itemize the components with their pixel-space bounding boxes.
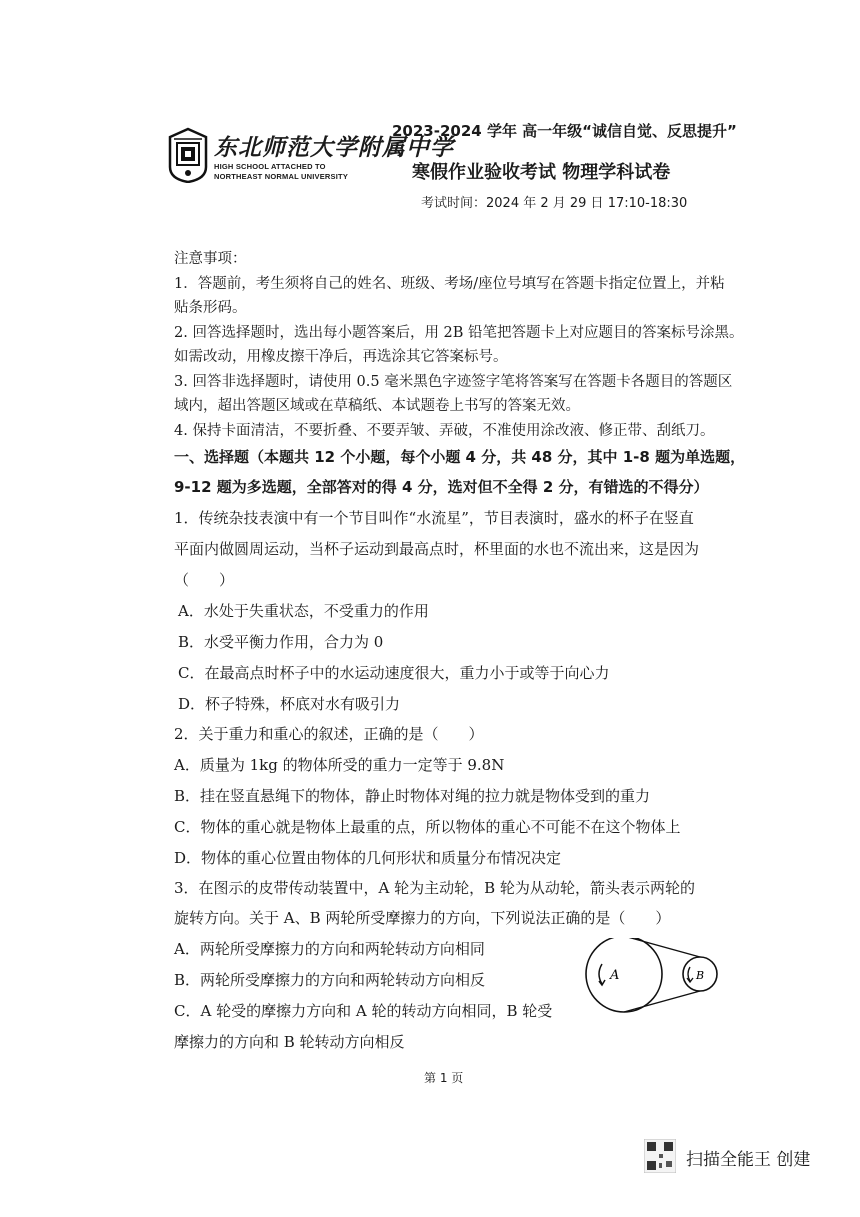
note-line: 1．答题前，考生须将自己的姓名、班级、考场/座位号填写在答题卡指定位置上，并粘 [174,276,725,292]
scanner-text: 扫描全能王 创建 [686,1150,811,1170]
page-number: 第 1 页 [424,1071,464,1085]
question-2-stem: 2．关于重力和重心的叙述，正确的是（ ） [174,725,484,743]
school-seal-icon [166,127,210,183]
section-heading-line2: 9-12 题为多选题，全部答对的得 4 分，选对但不全得 2 分，有错选的不得分） [174,478,709,496]
question-1-blank: （ ） [174,571,235,589]
question-1-stem: 平面内做圆周运动，当杯子运动到最高点时，杯里面的水也不流出来，这是因为 [174,540,700,558]
belt-top [624,938,700,957]
question-3-stem: 3．在图示的皮带传动装置中，A 轮为主动轮，B 轮为从动轮，箭头表示两轮的 [174,879,695,897]
exam-title-line2: 寒假作业验收考试 物理学科试卷 [412,162,671,183]
question-3-option-b: B．两轮所受摩擦力的方向和两轮转动方向相反 [174,971,486,989]
question-3-option-c-cont: 摩擦力的方向和 B 轮转动方向相反 [174,1033,405,1051]
question-3-option-c: C．A 轮受的摩擦力方向和 A 轮的转动方向相同，B 轮受 [174,1002,553,1020]
question-2-option-c: C．物体的重心就是物体上最重的点，所以物体的重心不可能不在这个物体上 [174,818,681,836]
note-line: 3. 回答非选择题时，请使用 0.5 毫米黑色字迹签字笔将答案写在答题卡各题目的答题区 [174,374,733,390]
exam-time: 考试时间：2024 年 2 月 29 日 17:10-18:30 [421,196,688,211]
school-name-en-line2: NORTHEAST NORMAL UNIVERSITY [214,172,349,181]
question-3-stem: 旋转方向。关于 A、B 两轮所受摩擦力的方向，下列说法正确的是（ ） [174,909,671,927]
question-2-option-d: D．物体的重心位置由物体的几何形状和质量分布情况决定 [174,849,562,867]
question-1-option-c: C．在最高点时杯子中的水运动速度很大，重力小于或等于向心力 [178,664,610,682]
note-line: 贴条形码。 [174,300,247,316]
question-1-option-d: D．杯子特殊，杯底对水有吸引力 [178,695,401,713]
scanner-watermark [644,1139,844,1175]
notes-heading: 注意事项： [174,251,247,267]
wheel-b-label: B [696,969,705,982]
note-line: 2. 回答选择题时，选出每小题答案后，用 2B 铅笔把答题卡上对应题目的答案标号涂黑。 [174,325,744,341]
question-1-option-b: B．水受平衡力作用，合力为 0 [178,633,384,651]
question-1-option-a: A．水处于失重状态，不受重力的作用 [178,602,429,620]
question-2-option-b: B．挂在竖直悬绳下的物体，静止时物体对绳的拉力就是物体受到的重力 [174,787,651,805]
school-name-en-line1: HIGH SCHOOL ATTACHED TO [214,162,326,171]
school-logo [166,127,454,187]
belt-bottom [624,991,700,1012]
belt-drive-diagram [580,938,720,1028]
note-line: 4. 保持卡面清洁，不要折叠、不要弄皱、弄破，不准使用涂改液、修正带、刮纸刀。 [174,423,715,439]
qr-code-icon [644,1139,676,1173]
note-line: 域内，超出答题区域或在草稿纸、本试题卷上书写的答案无效。 [174,398,580,414]
question-3-option-a: A．两轮所受摩擦力的方向和两轮转动方向相同 [174,940,485,958]
section-heading-line1: 一、选择题（本题共 12 个小题，每个小题 4 分，共 48 分，其中 1-8 题为单选题， [174,448,746,466]
exam-title-line1: 2023-2024 学年 高一年级“诚信自觉、反思提升” [392,122,737,140]
school-name-cn: 东北师范大学附属中学 [214,134,454,161]
note-line: 如需改动，用橡皮擦干净后，再选涂其它答案标号。 [174,349,508,365]
question-2-option-a: A．质量为 1kg 的物体所受的重力一定等于 9.8N [174,756,505,774]
wheel-a-label: A [610,968,620,983]
wheel-a [586,938,662,1012]
question-1-stem: 1．传统杂技表演中有一个节目叫作“水流星”，节目表演时，盛水的杯子在竖直 [174,509,694,527]
